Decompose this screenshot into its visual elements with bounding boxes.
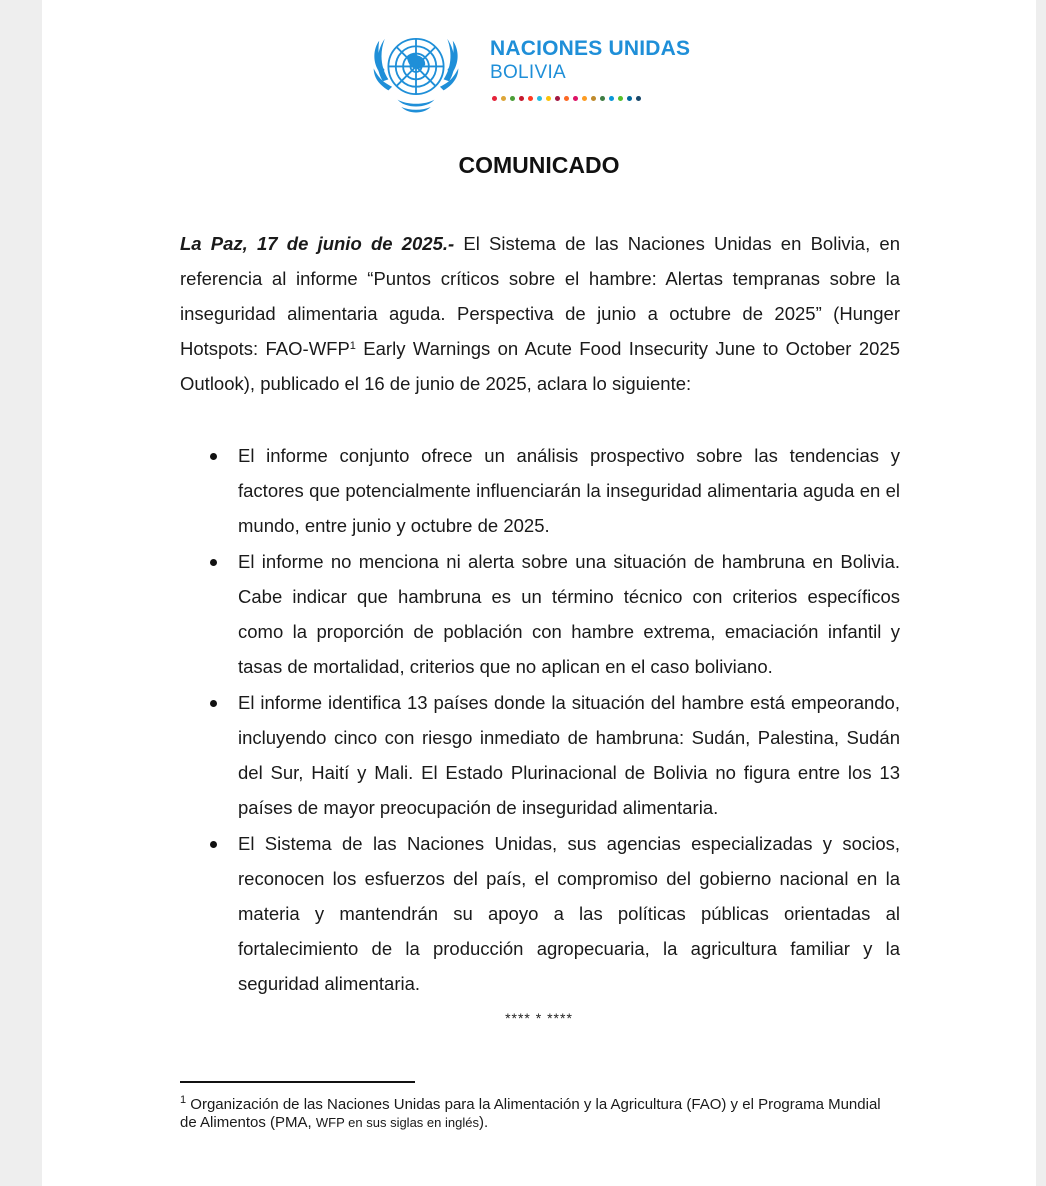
sdg-dot xyxy=(537,96,542,101)
bullet-list xyxy=(200,438,900,1002)
footnote-text-part-2: ). xyxy=(478,1114,489,1131)
intro-text-part-2: Early Warnings on Acute Food Insecurity June to October 2025 Outlook), publicado el 16 de junio de 2025, aclara lo siguiente: xyxy=(180,338,900,394)
sdg-dot xyxy=(636,96,641,101)
sdg-dot xyxy=(510,96,515,101)
footnote-text-part-1: Organización de las Naciones Unidas para la Alimentación y la Agricultura (FAO) y el Programa Mundial de Alimentos (PMA, xyxy=(180,1096,881,1131)
sdg-dot xyxy=(564,96,569,101)
list-item-text: El informe identifica 13 países donde la situación del hambre está empeorando, incluyendo cinco con riesgo inmediato de hambruna: Sudán, Palestina, Sudán del Sur, Haití y Mali. El Estado Plurinacional de Bolivia no figura entre los 13 países de mayor preocupación de inseguridad alimentaria. xyxy=(238,692,900,818)
sdg-dot xyxy=(501,96,506,101)
footnote-reference[interactable]: 1 xyxy=(349,340,356,352)
place-date-lead: La Paz, 17 de junio de 2025.- xyxy=(180,233,455,254)
un-emblem-icon xyxy=(370,26,462,118)
sdg-dot xyxy=(609,96,614,101)
sdg-color-dots xyxy=(492,96,641,101)
sdg-dot xyxy=(591,96,596,101)
list-item xyxy=(200,438,900,543)
sdg-dot xyxy=(528,96,533,101)
document-title: COMUNICADO xyxy=(458,152,620,178)
document-page xyxy=(42,0,1036,1186)
sdg-dot xyxy=(519,96,524,101)
list-item-text: El informe conjunto ofrece un análisis prospectivo sobre las tendencias y factores que potencialmente influenciarán la inseguridad alimentaria aguda en el mundo, entre junio y octubre de 2025. xyxy=(238,445,900,536)
list-item xyxy=(200,685,900,825)
footnote-divider xyxy=(180,1081,415,1083)
footnote xyxy=(180,1096,900,1132)
footnote-text-small: WFP en sus siglas en inglés xyxy=(315,1115,479,1130)
intro-paragraph xyxy=(180,226,900,401)
letterhead xyxy=(370,26,710,122)
bullet-icon xyxy=(210,453,217,460)
list-item xyxy=(200,826,900,1001)
sdg-dot xyxy=(618,96,623,101)
bullet-icon xyxy=(210,700,217,707)
organization-country: BOLIVIA xyxy=(490,62,567,83)
list-item-text: El Sistema de las Naciones Unidas, sus agencias especializadas y socios, reconocen los esfuerzos del país, el compromiso del gobierno nacional en la materia y mantendrán su apoyo a las políticas públicas orientadas al fortalecimiento de la producción agropecuaria, la agricultura familiar y la seguridad alimentaria. xyxy=(238,833,900,994)
footnote-marker: 1 xyxy=(180,1094,187,1106)
sdg-dot xyxy=(555,96,560,101)
intro-text-part-1: El Sistema de las Naciones Unidas en Bolivia, en referencia al informe “Puntos críticos sobre el hambre: Alertas tempranas sobre la inseguridad alimentaria aguda. Perspectiva de junio a octubre de 2025” (Hunger Hotspots: FAO-WFP xyxy=(180,233,900,359)
sdg-dot xyxy=(600,96,605,101)
sdg-dot xyxy=(546,96,551,101)
bullet-icon xyxy=(210,841,217,848)
list-item xyxy=(200,544,900,684)
section-separator: **** * **** xyxy=(505,1010,573,1026)
sdg-dot xyxy=(492,96,497,101)
sdg-dot xyxy=(573,96,578,101)
organization-name: NACIONES UNIDAS xyxy=(490,37,691,60)
sdg-dot xyxy=(627,96,632,101)
list-item-text: El informe no menciona ni alerta sobre una situación de hambruna en Bolivia. Cabe indicar que hambruna es un término técnico con criterios específicos como la proporción de población con hambre extrema, emaciación infantil y tasas de mortalidad, criterios que no aplican en el caso boliviano. xyxy=(238,551,900,677)
bullet-icon xyxy=(210,559,217,566)
sdg-dot xyxy=(582,96,587,101)
